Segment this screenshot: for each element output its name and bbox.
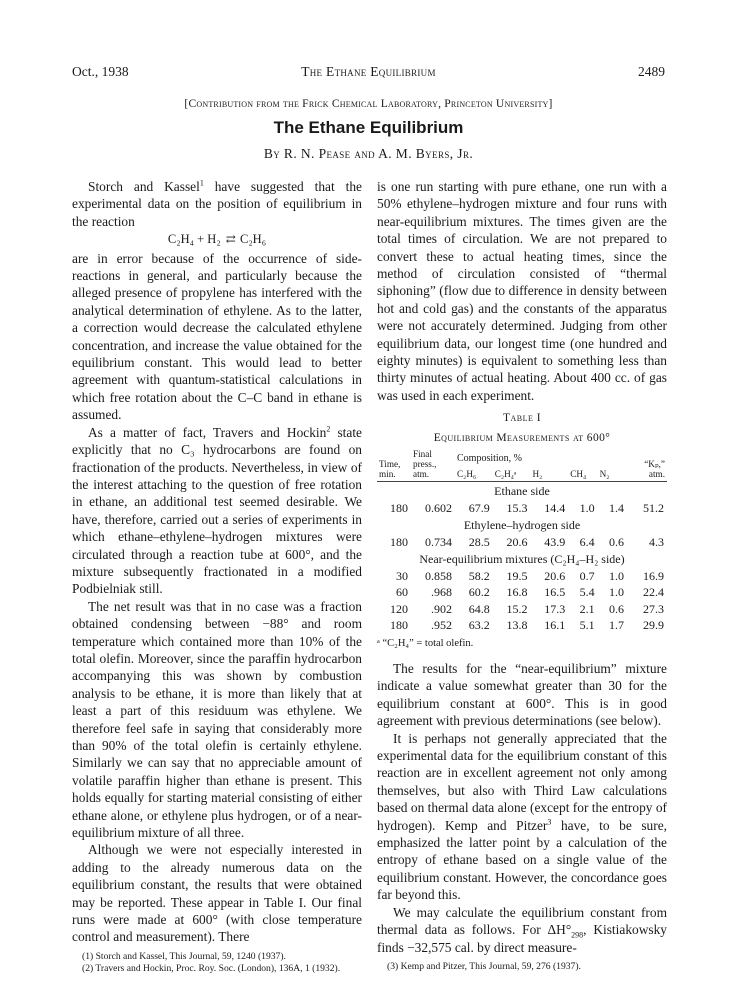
equation-product: C₂H₆ [239, 232, 267, 247]
table-cell: 20.6 [506, 534, 528, 549]
table-cell: 1.0 [579, 500, 595, 515]
table-cell: 27.3 [643, 601, 664, 616]
table-section-label: Ethane side [377, 482, 667, 500]
footnote-1: (1) Storch and Kassel, This Journal, 59, 1240 (1937). [82, 950, 286, 962]
table-cell: 22.4 [643, 585, 664, 600]
table-cell: 67.9 [468, 500, 490, 515]
footnote-ref-1: 1 [199, 178, 204, 188]
table-cell: 4.3 [649, 534, 664, 549]
table-cell: 14.4 [544, 500, 566, 515]
table-cell: 16.8 [506, 585, 528, 600]
equation-reactants: C₂H₄ + H₂ [167, 232, 221, 247]
right-paragraph-3 [377, 730, 667, 904]
table-cell: 1.0 [609, 568, 624, 583]
table-1 [377, 410, 667, 652]
header-page-number: 2489 [638, 64, 665, 79]
col-header-h2: H₂ [532, 469, 543, 480]
table-cell: 16.1 [544, 618, 566, 633]
table-cell: 58.2 [468, 568, 490, 583]
table-label: Table I [502, 412, 542, 425]
table-cell: 63.2 [468, 618, 490, 633]
table-cell: .902 [431, 601, 452, 616]
col-header-time: Time, min. [379, 459, 401, 480]
col-header-c2h4: C₂H₄ᵃ [494, 469, 517, 480]
article-title: The Ethane Equilibrium [273, 118, 464, 137]
table-cell: 16.5 [544, 585, 566, 600]
col-header-ch4: CH₄ [570, 469, 587, 480]
table-cell: 51.2 [643, 500, 664, 515]
table-cell: .952 [431, 618, 452, 633]
table-cell: 0.6 [609, 534, 624, 549]
running-header [72, 64, 665, 82]
table-section-label: Ethylene–hydrogen side [463, 518, 581, 533]
table-section-row [377, 516, 667, 534]
table-cell: 43.9 [544, 534, 566, 549]
footnote-ref-2: 2 [326, 424, 331, 434]
table-cell: 20.6 [544, 568, 566, 583]
left-p2-text-a: As a matter of fact, Travers and Hockin [88, 424, 327, 440]
footnote-ref-3: 3 [547, 817, 552, 827]
table-cell: 60 [396, 585, 408, 600]
left-p1-text-a: Storch and Kassel [88, 179, 200, 194]
table-row [377, 534, 667, 551]
table-cell: 30 [396, 568, 408, 583]
right-footnotes [377, 961, 667, 973]
left-column [72, 178, 362, 975]
table-cell: 19.5 [506, 568, 528, 583]
right-p3-text-b: have, to be sure, emphasized the latter point by a calculation of the entropy of ethane based on a single value of the equilibrium constant. However, the concordance goes far beyond this. [377, 817, 668, 903]
table-section-label: Near-equilibrium mixtures (C₂H₄–H₂ side) [419, 552, 625, 567]
table-row [377, 584, 667, 601]
table-cell: 5.4 [579, 585, 595, 600]
table-caption: Equilibrium Measurements at 600° [433, 431, 611, 444]
table-cell: 17.3 [544, 601, 566, 616]
delta-h-subscript: 298 [571, 930, 584, 940]
col-header-press: Final press., atm. [413, 449, 437, 480]
reaction-equation [72, 231, 362, 248]
table-section-row [377, 550, 667, 568]
table-cell: 29.9 [643, 618, 664, 633]
equilibrium-table [377, 449, 667, 634]
col-header-composition: Composition, % [457, 452, 523, 464]
left-p2-text-b: state explicitly that no C₃ hydrocarbons are found on fractionation of the products. Nevertheless, in view of the interest attaching to the question of free rotation in ethane, an additional test seemed desirable. We have, therefore, carried out a series of experiments in which ethane–ethylene–hydrogen mixtures were circulated through a reaction tube at 600°, and the mixture subsequently fractionated in a modified Podbielniak still. [72, 424, 362, 597]
table-cell: 0.602 [425, 500, 452, 515]
table-cell: 15.3 [506, 500, 528, 515]
left-footnotes [72, 951, 362, 975]
left-paragraph-1 [72, 178, 362, 230]
col-header-kp: “Kₚ,” atm. [644, 459, 665, 480]
table-row [377, 568, 667, 585]
table-cell: 60.2 [468, 585, 490, 600]
table-body [377, 482, 667, 634]
left-p1-text-b: have suggested that the experimental data on the position of equilibrium in the reaction [72, 179, 362, 229]
table-cell: 120 [390, 601, 408, 616]
table-cell: 0.734 [425, 534, 452, 549]
equilibrium-arrow-icon: ⇄ [225, 232, 235, 247]
right-p4-text-a: We may calculate the equilibrium constant from thermal data as follows. For ΔH° [377, 904, 667, 938]
table-cell: .968 [431, 585, 452, 600]
authors-line: By R. N. Pease and A. M. Byers, Jr. [263, 146, 474, 161]
table-cell: 180 [390, 534, 408, 549]
col-header-n2: N₂ [599, 469, 610, 480]
table-cell: 1.7 [609, 618, 624, 633]
header-running-title: The Ethane Equilibrium [301, 64, 436, 79]
header-date: Oct., 1938 [72, 64, 129, 79]
left-paragraph-4: Although we were not especially interested in adding to the already numerous data on the equilibrium constant, the results that were obtained may be reported. These appear in Table I. Our final runs were made at 600° (with close temperature control and measurement). There [72, 842, 362, 945]
table-row [377, 500, 667, 517]
table-cell: 2.1 [579, 601, 595, 616]
table-cell: 0.7 [579, 568, 595, 583]
table-cell: 28.5 [468, 534, 490, 549]
table-cell: 1.4 [609, 500, 624, 515]
col-header-c2h6: C₂H₆ [457, 469, 477, 480]
left-paragraph-1-cont: are in error because of the occurrence of side-reactions in general, and particularly because the alleged presence of propylene has interfered with the analytical determination of ethylene. As to the latter, a correction would decrease the calculated ethylene concentration, and increase the value obtained for the equilibrium constant. This would lead to better agreement with quantum-statistical calculations in which free rotation about the C–C band in ethane is assumed. [72, 250, 362, 423]
table-row [377, 601, 667, 618]
table-header-row-1 [377, 449, 667, 463]
table-section-row [377, 482, 667, 500]
footnote-3: (3) Kemp and Pitzer, This Journal, 59, 276 (1937). [387, 960, 581, 972]
left-paragraph-2 [72, 424, 362, 598]
right-p4-text-b: , Kistiakowsky finds −32,575 cal. by direct measure- [377, 922, 667, 955]
table-cell: 180 [390, 618, 408, 633]
table-cell: 0.858 [425, 568, 452, 583]
right-p3-text-a: It is perhaps not generally appreciated that the experimental data for the equilibrium constant of this reaction are in excellent agreement not only among themselves, but also with Third Law calculations based on thermal data alone (except for the entropy of hydrogen). Kemp and Pitzer [377, 730, 667, 833]
table-cell: 1.0 [609, 585, 624, 600]
table-row [377, 617, 667, 634]
contribution-line: [Contribution from the Frick Chemical Laboratory, Princeton University] [184, 97, 553, 110]
footnote-2: (2) Travers and Hockin, Proc. Roy. Soc. (London), 136A, 1 (1932). [82, 962, 341, 974]
right-paragraph-1: is one run starting with pure ethane, one run with a 50% ethylene–hydrogen mixture and four runs with near-equilibrium mixtures. The times given are the total times of circulation. We are not prepared to convert these to actual heating times, since the method of circulation consisted of “thermal siphoning” (flow due to difference in density between hot and cold gas) and the constants of the apparatus were not accurately determined. Judging from other equilibrium data, our longest time (one hundred and eighty minutes) is equivalent to something less than thirty minutes of actual heating. About 400 cc. of gas was used in each experiment. [377, 179, 667, 403]
table-cell: 180 [390, 500, 408, 515]
left-paragraph-3: The net result was that in no case was a fraction obtained condensing between −88° and room temperature which contained more than 10% of the total olefin. Moreover, since the paraffin hydrocarbon accompanying this was shown by combustion analysis to be ethane, it is more than likely that at least a part of this residuum was ethylene. We therefore feel safe in saying that considerably more than 90% of the total olefin is certainly ethylene. Similarly we can say that no appreciable amount of volatile paraffin higher than ethane is present. This holds equally for starting material consisting of either ethane alone, or ethylene plus hydrogen, or of a near-equilibrium mixture of all three. [72, 598, 362, 841]
right-column [377, 178, 667, 973]
table-footnote: ᵃ “C₂H₄” = total olefin. [377, 637, 474, 649]
table-cell: 5.1 [579, 618, 595, 633]
table-cell: 6.4 [579, 534, 595, 549]
table-cell: 15.2 [506, 601, 528, 616]
table-cell: 0.6 [609, 601, 624, 616]
table-cell: 16.9 [643, 568, 664, 583]
table-cell: 64.8 [468, 601, 490, 616]
table-cell: 13.8 [506, 618, 528, 633]
right-paragraph-4 [377, 904, 667, 956]
right-paragraph-2: The results for the “near-equilibrium” mixture indicate a value somewhat greater than 30 for the equilibrium constant at 600°. This is in good agreement with previous determinations (see below). [377, 661, 667, 729]
